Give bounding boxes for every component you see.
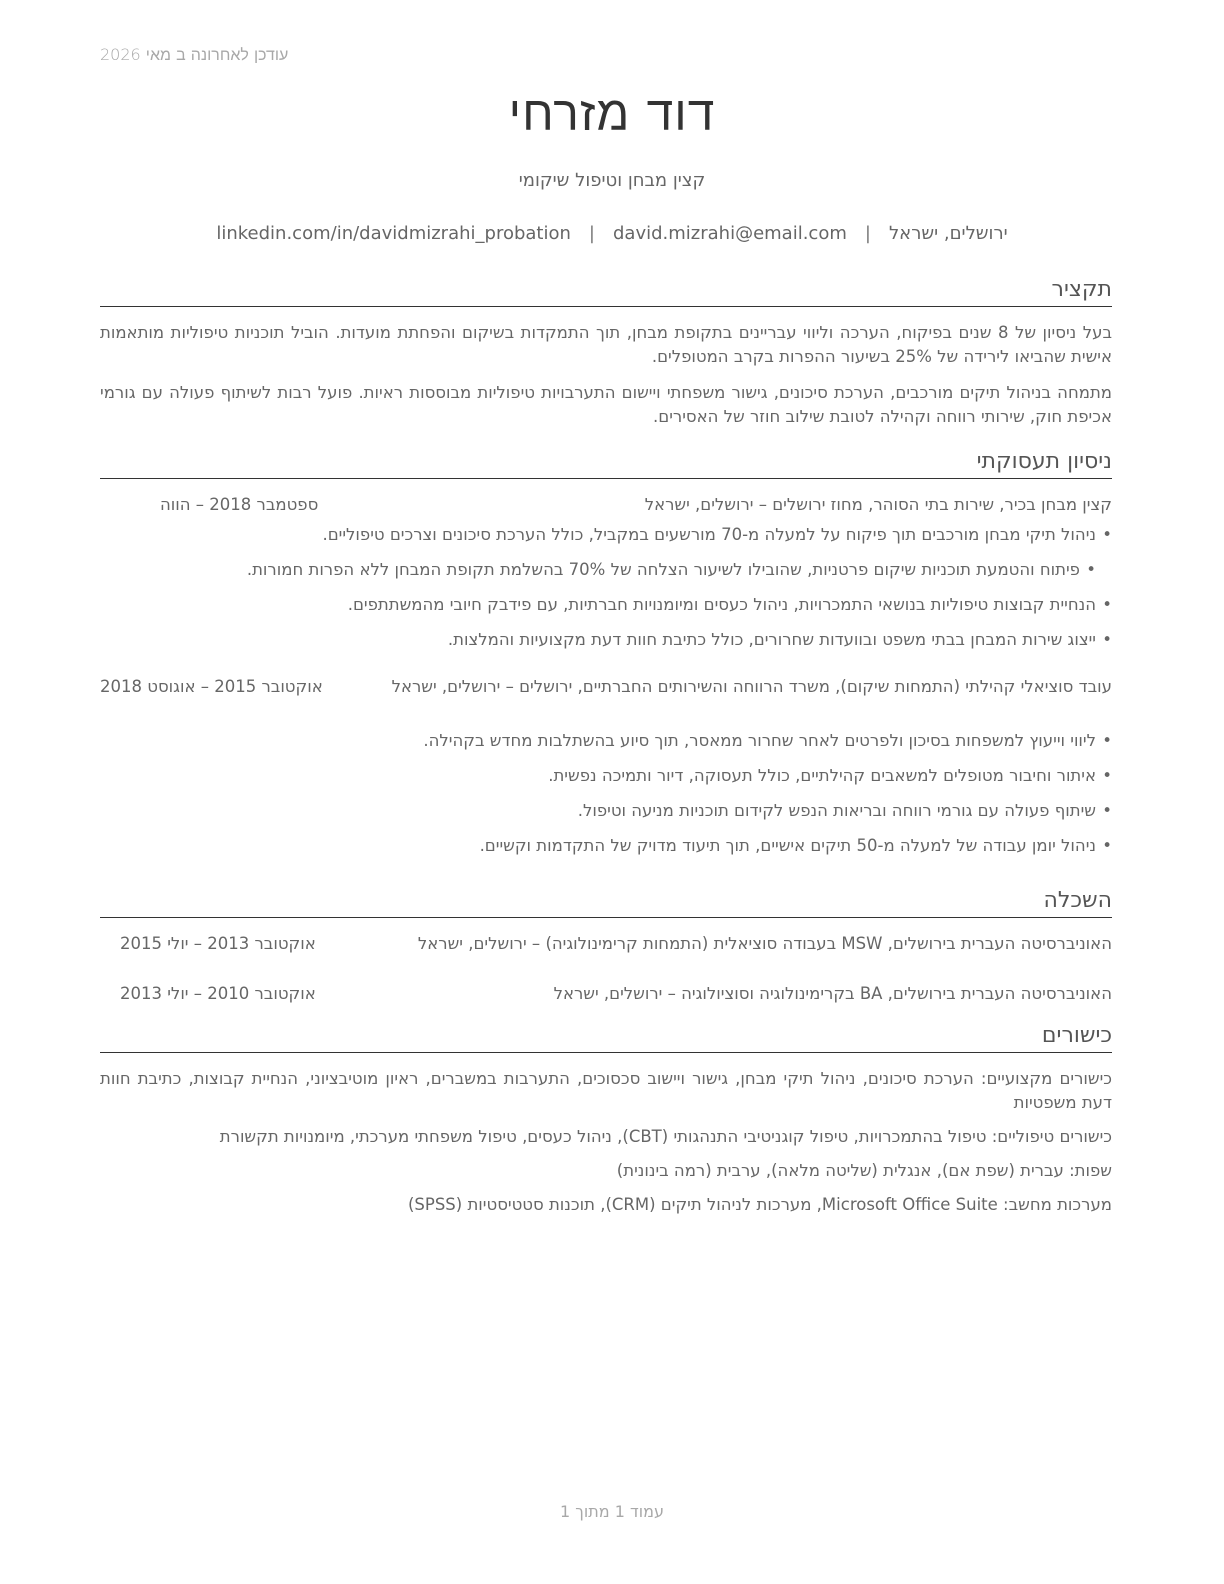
job-header [100,493,1112,517]
summary-section [100,276,1112,429]
contact-location: ירושלים, ישראל [888,223,1008,244]
contact-line [0,223,1224,244]
list-item: • ייצוג שירות המבחן בבתי משפט ובוועדות שחרורים, כולל כתיבת חוות דעת מקצועיות והמלצות. [100,628,1112,663]
list-item: • ליווי וייעוץ למשפחות בסיכון ולפרטים לאחר שחרור ממאסר, תוך סיוע בהשתלבות מחדש בקהילה. [100,729,1112,764]
contact-separator: | [588,223,595,244]
education-degree: האוניברסיטה העברית בירושלים, BA בקרימינולוגיה וסוציולוגיה – ירושלים, ישראל [553,984,1112,1003]
list-item: • הנחיית קבוצות טיפוליות בנושאי התמכרויות, ניהול כעסים ומיומנויות חברתיות, עם פידבק חיובי מהמשתתפים. [100,593,1112,628]
experience-section [100,448,1112,869]
education-dates: אוקטובר 2010 – יולי 2013 [120,984,316,1003]
job-entry [100,493,1112,663]
summary-paragraph: מתמחה בניהול תיקים מורכבים, הערכת סיכונים, גישור משפחתי ויישום התערבויות טיפוליות מבוססות ראיות. פועל רבות לשיתוף פעולה עם גורמי אכיפת חוק, שירותי רווחה וקהילה לטובת שילוב חוזר של האסירים. [100,383,1112,426]
skills-line: כישורים טיפוליים: טיפול בהתמכרויות, טיפול קוגניטיבי התנהגותי (CBT), ניהול כעסים, טיפול משפחתי מערכתי, מיומנויות תקשורת [219,1127,1112,1146]
list-item: • איתור וחיבור מטופלים למשאבים קהילתיים, כולל תעסוקה, דיור ותמיכה נפשית. [100,764,1112,799]
contact-separator: | [864,223,871,244]
job-bullets [100,523,1112,663]
job-entry [100,675,1112,869]
education-entry [100,932,1112,956]
education-section [100,887,1112,1006]
list-item: • ניהול תיקי מבחן מורכבים תוך פיקוח על למעלה מ-70 מורשעים במקביל, כולל הערכת סיכונים וצרכים טיפוליים. [100,523,1112,558]
education-dates: אוקטובר 2013 – יולי 2015 [120,934,316,953]
skills-line: מערכות מחשב: Microsoft Office Suite, מערכות לניהול תיקים (CRM), תוכנות סטטיסטיות (SPSS) [407,1195,1112,1214]
bullet-icon: • [1086,560,1096,579]
skills-line: שפות: עברית (שפת אם), אנגלית (שליטה מלאה), ערבית (רמה בינונית) [616,1161,1112,1180]
candidate-title: קצין מבחן וטיפול שיקומי [518,170,706,191]
bullet-icon: • [1102,766,1112,785]
job-dates: אוקטובר 2015 – אוגוסט 2018 [100,677,323,696]
job-bullets [100,729,1112,869]
list-item: • פיתוח והטמעת תוכניות שיקום פרטניות, שהובילו לשיעור הצלחה של 70% בהשלמת תקופת המבחן ללא הפרות חמורות. [100,558,1112,593]
list-item: • שיתוף פעולה עם גורמי רווחה ובריאות הנפש לקידום תוכניות מניעה וטיפול. [100,799,1112,834]
experience-heading: ניסיון תעסוקתי [100,448,1112,479]
bullet-icon: • [1102,801,1112,820]
skills-heading: כישורים [100,1022,1112,1053]
education-degree: האוניברסיטה העברית בירושלים, MSW בעבודה סוציאלית (התמחות קרימינולוגיה) – ירושלים, ישראל [417,934,1112,953]
job-header [100,675,1112,723]
contact-linkedin[interactable]: linkedin.com/in/davidmizrahi_probation [216,223,571,244]
contact-email[interactable]: david.mizrahi@email.com [612,223,847,244]
page-number: עמוד 1 מתוך 1 [560,1502,664,1521]
bullet-icon: • [1102,836,1112,855]
bullet-icon: • [1102,525,1112,544]
summary-paragraph: בעל ניסיון של 8 שנים בפיקוח, הערכה וליווי עבריינים בתקופת מבחן, תוך התמקדות בשיקום והפחתת מועדות. הוביל תוכניות טיפוליות מותאמות אישית שהביאו לירידה של 25% בשיעור ההפרות בקרב המטופלים. [100,323,1112,366]
skills-section [100,1022,1112,1217]
candidate-name: דוד מזרחי [508,86,716,142]
job-dates: ספטמבר 2018 – הווה [160,495,319,514]
bullet-icon: • [1102,595,1112,614]
bullet-icon: • [1102,630,1112,649]
bullet-icon: • [1102,731,1112,750]
last-updated: עודכן לאחרונה ב מאי 2026 [100,45,289,64]
skills-line: כישורים מקצועיים: הערכת סיכונים, ניהול תיקי מבחן, גישור ויישוב סכסוכים, התערבות במשברים, ראיון מוטיבציוני, הנחיית קבוצות, כתיבת חוות דעת משפטיות [100,1069,1112,1112]
education-heading: השכלה [100,887,1112,918]
list-item: • ניהול יומן עבודה של למעלה מ-50 תיקים אישיים, תוך תיעוד מדויק של התקדמות וקשיים. [100,834,1112,869]
job-role: קצין מבחן בכיר, שירות בתי הסוהר, מחוז ירושלים – ירושלים, ישראל [644,495,1112,514]
education-entry [100,982,1112,1006]
summary-heading: תקציר [100,276,1112,307]
job-role: עובד סוציאלי קהילתי (התמחות שיקום), משרד הרווחה והשירותים החברתיים, ירושלים – ירושלים, ישראל [391,677,1112,696]
